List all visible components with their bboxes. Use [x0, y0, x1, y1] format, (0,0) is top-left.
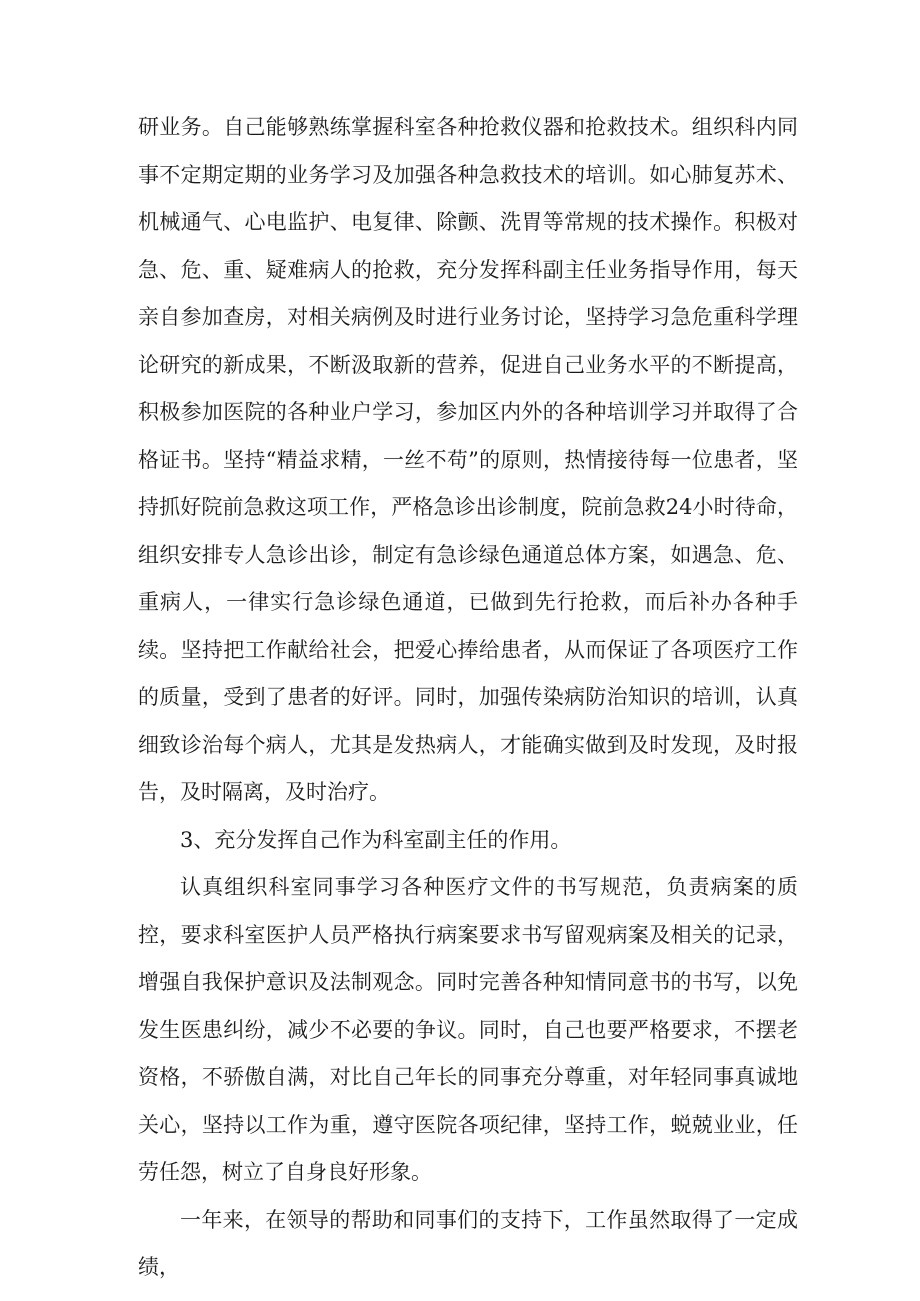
document-body — [138, 104, 798, 1292]
paragraph-emergency-work: 研业务。自己能够熟练掌握科室各种抢救仪器和抢救技术。组织科内同事不定期定期的业务学习及加强各种急救技术的培训。如心肺复苏术、机械通气、心电监护、电复律、除颤、洗胃等常规的技术操作。积极对急、危、重、疑难病人的抢救，充分发挥科副主任业务指导作用，每天亲自参加查房，对相关病例及时进行业务讨论，坚持学习急危重科学理论研究的新成果，不断汲取新的营养，促进自己业务水平的不断提高，积极参加医院的各种业户学习，参加区内外的各种培训学习并取得了合格证书。坚持“精益求精，一丝不苟”的原则，热情接待每一位患者，坚持抓好院前急救这项工作，严格急诊出诊制度，院前急救24小时待命，组织安排专人急诊出诊，制定有急诊绿色通道总体方案，如遇急、危、重病人，一律实行急诊绿色通道，已做到先行抢救，而后补办各种手续。坚持把工作献给社会，把爱心捧给患者，从而保证了各项医疗工作的质量，受到了患者的好评。同时，加强传染病防治知识的培训，认真细致诊治每个病人，尤其是发热病人，才能确实做到及时发现，及时报告，及时隔离，及时治疗。 — [138, 115, 798, 804]
section-heading-deputy-director-role: 3、充分发挥自己作为科室副主任的作用。 — [180, 827, 572, 852]
paragraph-summary: 一年来，在领导的帮助和同事们的支持下，工作虽然取得了一定成绩， — [138, 1207, 798, 1279]
paragraph-medical-records: 认真组织科室同事学习各种医疗文件的书写规范，负责病案的质控，要求科室医护人员严格执行病案要求书写留观病案及相关的记录，增强自我保护意识及法制观念。同时完善各种知情同意书的书写，以免发生医患纠纷，减少不必要的争议。同时，自己也要严格要求，不摆老资格，不骄傲自满，对比自己年长的同事充分尊重，对年轻同事真诚地关心，坚持以工作为重，遵守医院各项纪律，坚持工作，蜕兢业业，任劳任怨，树立了自身良好形象。 — [138, 875, 798, 1184]
